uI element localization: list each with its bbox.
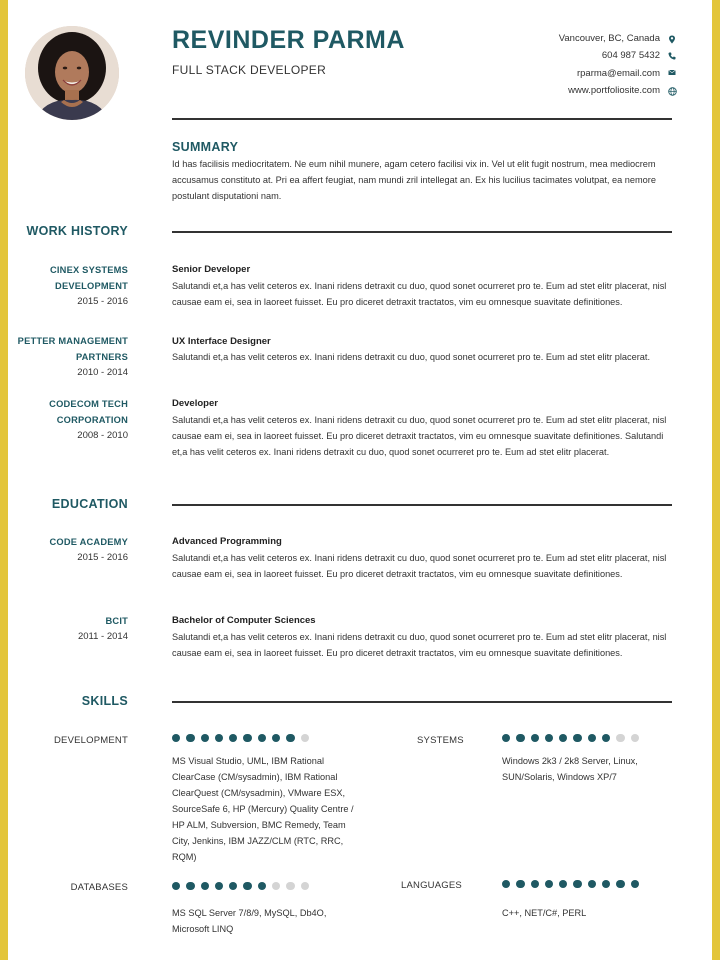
- rating-dot-filled: [502, 880, 510, 888]
- rating-dot-filled: [516, 880, 524, 888]
- skills-heading: SKILLS: [81, 694, 128, 708]
- education-description: Salutandi et,a has velit ceteros ex. Inani ridens detraxit cu duo, quod sonet ocurreret pro te. Eum ad stet elitr placerat, nisl causae eam ei, sea in laoreet fuisset. Eu pro diceret detraxit tractatos, vim eu omnesque suavitate definitiones.: [172, 553, 667, 579]
- skills-divider: [172, 701, 672, 703]
- education-dates: 2015 - 2016: [77, 552, 128, 563]
- rating-dot-filled: [258, 734, 266, 742]
- rating-dot-filled: [201, 882, 209, 890]
- employment-dates: 2008 - 2010: [77, 430, 128, 441]
- skill-rating: [172, 882, 309, 890]
- school-name: BCIT: [105, 616, 128, 626]
- rating-dot-filled: [243, 734, 251, 742]
- job-role: Senior Developer: [172, 264, 251, 275]
- rating-dot-filled: [215, 882, 223, 890]
- skill-category: DEVELOPMENT: [54, 735, 128, 746]
- rating-dot-filled: [172, 882, 180, 890]
- employer-name: [0, 396, 128, 428]
- rating-dot-filled: [631, 880, 639, 888]
- rating-dot-filled: [243, 882, 251, 890]
- summary-heading: SUMMARY: [172, 140, 239, 154]
- job-description: Salutandi et,a has velit ceteros ex. Inani ridens detraxit cu duo, quod sonet ocurreret pro te. Eum ad stet elitr placerat.: [172, 352, 651, 362]
- rating-dot-filled: [502, 734, 510, 742]
- email-text: rparma@email.com: [576, 67, 660, 79]
- rating-dot-empty: [272, 882, 280, 890]
- skill-category: DATABASES: [70, 882, 128, 893]
- skill-list: C++, NET/C#, PERL: [502, 908, 587, 918]
- education-divider: [172, 504, 672, 506]
- rating-dot-filled: [186, 882, 194, 890]
- profile-photo: [25, 26, 119, 120]
- rating-dot-filled: [516, 734, 524, 742]
- degree-title: Advanced Programming: [172, 536, 282, 547]
- rating-dot-filled: [258, 882, 266, 890]
- education-dates: 2011 - 2014: [77, 631, 128, 642]
- contact-address: [559, 30, 676, 47]
- header-divider: [172, 118, 672, 120]
- job-title-header: FULL STACK DEVELOPER: [172, 63, 327, 77]
- phone-text: 604 987 5432: [601, 50, 660, 62]
- rating-dot-filled: [588, 880, 596, 888]
- address-text: Vancouver, BC, Canada: [558, 33, 660, 45]
- rating-dot-filled: [602, 880, 610, 888]
- skill-category: SYSTEMS: [417, 735, 464, 746]
- rating-dot-filled: [616, 880, 624, 888]
- job-role: Developer: [172, 398, 218, 409]
- location-pin-icon: [668, 35, 676, 43]
- rating-dot-empty: [301, 734, 309, 742]
- education-heading: EDUCATION: [51, 497, 128, 511]
- employer-line: DEVELOPMENT: [55, 281, 128, 291]
- skill-list: Windows 2k3 / 2k8 Server, Linux, SUN/Solaris, Windows XP/7: [502, 756, 638, 782]
- work-history-heading: WORK HISTORY: [26, 224, 128, 238]
- job-description: Salutandi et,a has velit ceteros ex. Inani ridens detraxit cu duo, quod sonet ocurreret pro te. Eum ad stet elitr placerat, nisl causae eam ei, sea in laoreet fuisset. Eu pro diceret detraxit tractatos, vim eu omnesque suavitate definitiones.: [172, 281, 667, 307]
- rating-dot-empty: [616, 734, 624, 742]
- candidate-name: REVINDER PARMA: [172, 26, 405, 54]
- employment-dates: 2015 - 2016: [77, 296, 128, 307]
- rating-dot-filled: [531, 880, 539, 888]
- rating-dot-filled: [229, 882, 237, 890]
- rating-dot-empty: [631, 734, 639, 742]
- rating-dot-filled: [545, 734, 553, 742]
- job-description: Salutandi et,a has velit ceteros ex. Inani ridens detraxit cu duo, quod sonet ocurreret pro te. Eum ad stet elitr placerat, nisl causae eam ei, sea in laoreet fuisset. Eu pro diceret detraxit tractatos, vim eu omnesque suavitate definitiones. Salutandi et,a has velit ceteros ex. Inani ridens detraxit cu duo, quod sonet ocurreret pro te. Eum ad stet elitr placerat.: [172, 415, 667, 457]
- rating-dot-filled: [531, 734, 539, 742]
- rating-dot-filled: [215, 734, 223, 742]
- rating-dot-filled: [545, 880, 553, 888]
- contact-email: [559, 65, 676, 82]
- rating-dot-filled: [573, 880, 581, 888]
- rating-dot-filled: [559, 734, 567, 742]
- employer-line: CORPORATION: [56, 415, 128, 425]
- education-description: Salutandi et,a has velit ceteros ex. Inani ridens detraxit cu duo, quod sonet ocurreret pro te. Eum ad stet elitr placerat, nisl causae eam ei, sea in laoreet fuisset. Eu pro diceret detraxit tractatos, vim eu omnesque suavitate definitiones.: [172, 632, 667, 658]
- employer-name: [0, 333, 128, 365]
- degree-title: Bachelor of Computer Sciences: [172, 615, 316, 626]
- school-name: CODE ACADEMY: [49, 537, 128, 547]
- email-icon: [668, 69, 676, 77]
- employer-line: PARTNERS: [75, 352, 128, 362]
- contact-phone: [559, 47, 676, 64]
- summary-text: Id has facilisis mediocritatem. Ne eum nihil munere, agam cetero facilisi vix in. Vel ut elit fugit nostrum, mea mediocrem accusamus constituto at. Pri ea affert feugiat, nam mundi zril intellegat an. Ex his lucilius tacimates volutpat, ea nemore postulant disputationi nam.: [172, 159, 656, 201]
- rating-dot-filled: [172, 734, 180, 742]
- contact-website: [559, 82, 676, 99]
- rating-dot-filled: [559, 880, 567, 888]
- globe-icon: [668, 87, 676, 95]
- skill-list: MS Visual Studio, UML, IBM Rational ClearCase (CM/sysadmin), IBM Rational ClearQuest (CM/sysadmin), VMware ESX, SourceSafe 6, HP (Mercury) Quality Centre / HP ALM, Subversion, BMC Remedy, Team City, Jenkins, IBM JAZZ/CLM (RTC, RRC, RQM): [172, 756, 354, 862]
- employment-dates: 2010 - 2014: [77, 367, 128, 378]
- rating-dot-filled: [201, 734, 209, 742]
- skill-list: MS SQL Server 7/8/9, MySQL, Db4O, Microsoft LINQ: [172, 908, 327, 934]
- rating-dot-filled: [588, 734, 596, 742]
- rating-dot-filled: [286, 734, 294, 742]
- resume-page: [8, 0, 712, 960]
- work-history-divider: [172, 231, 672, 233]
- employer-line: CODECOM TECH: [49, 399, 128, 409]
- rating-dot-filled: [186, 734, 194, 742]
- rating-dot-filled: [573, 734, 581, 742]
- employer-name: [0, 262, 128, 294]
- rating-dot-empty: [286, 882, 294, 890]
- job-role: UX Interface Designer: [172, 336, 271, 347]
- website-text: www.portfoliosite.com: [568, 85, 660, 97]
- rating-dot-filled: [272, 734, 280, 742]
- skill-category: LANGUAGES: [401, 880, 462, 891]
- rating-dot-empty: [301, 882, 309, 890]
- employer-line: CINEX SYSTEMS: [49, 265, 128, 275]
- portrait-image: [25, 26, 119, 120]
- rating-dot-filled: [229, 734, 237, 742]
- skill-rating: [502, 880, 639, 888]
- skill-rating: [502, 734, 639, 742]
- skill-rating: [172, 734, 309, 742]
- contact-info: [559, 30, 676, 99]
- employer-line: PETTER MANAGEMENT: [17, 336, 128, 346]
- rating-dot-filled: [602, 734, 610, 742]
- phone-icon: [668, 52, 676, 60]
